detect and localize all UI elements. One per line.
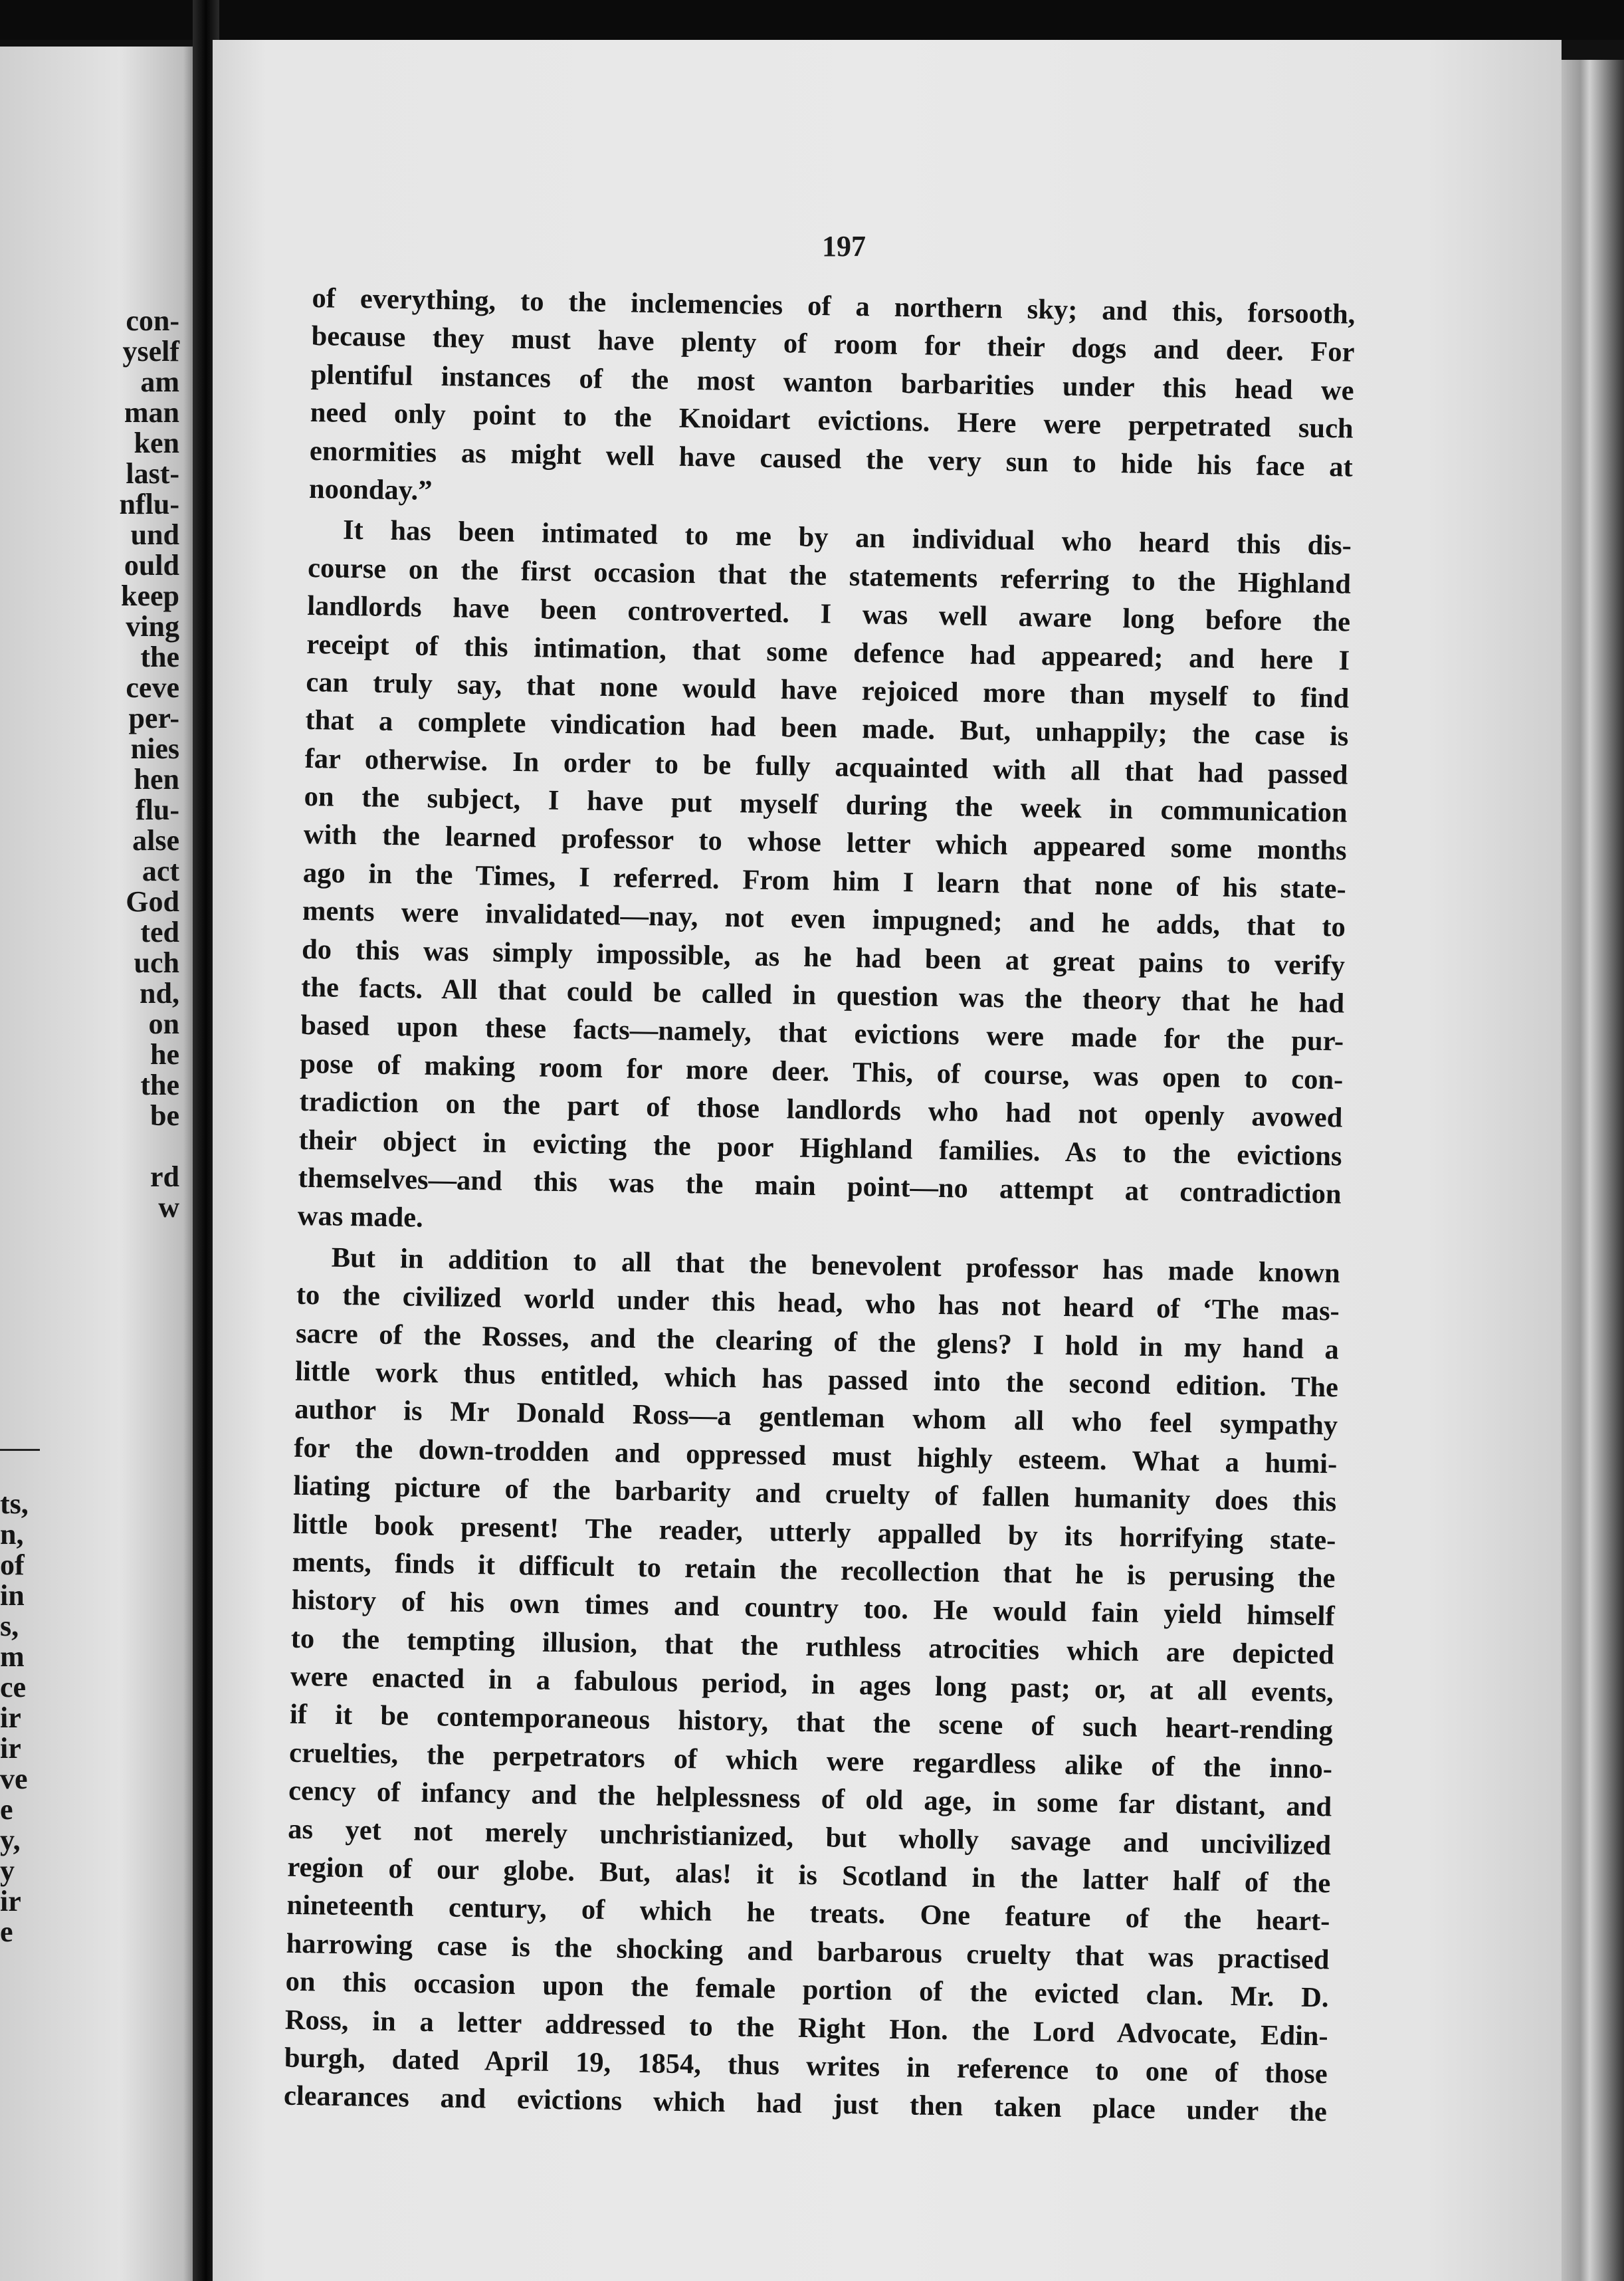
page-number: 197 [822,230,866,263]
text-line: course on the first occasion that the statements referring to the Highland [307,552,1352,600]
text-line: was made. [297,1200,424,1234]
left-page-fragment: y [0,1854,15,1887]
left-page-fragment: und [130,518,179,551]
text-line: region of our globe. But, alas! it is Scotland in the latter half of the [287,1851,1331,1900]
left-page-fragment: nd, [140,977,179,1010]
scan-background-top [0,0,1624,40]
text-line: based upon these facts—namely, that evictions were made for the pur- [300,1010,1344,1057]
left-page-fragment: flu- [136,794,179,826]
left-page-fragment: man [124,396,179,429]
text-line: ments were invalidated—nay, not even impugned; and he adds, that to [302,895,1346,943]
text-line: cency of infancy and the helplessness of old age, in some far distant, and [288,1775,1332,1823]
text-line: tradiction on the part of those landlords who had not openly avowed [299,1086,1343,1134]
text-line: if it be contemporaneous history, that the scene of such heart-rending [289,1699,1334,1747]
left-page-fragment: ceve [126,671,179,704]
text-line: because they must have plenty of room for their dogs and deer. For [311,320,1355,369]
text-line: ments, finds it difficult to retain the recollection that he is perusing the [292,1546,1336,1594]
left-page-fragment: per- [128,702,179,734]
left-page-fragment: s, [0,1610,19,1642]
left-page-fragment: on [148,1008,179,1040]
text-line: plentiful instances of the most wanton barbarities under this head we [310,358,1354,407]
text-line: nineteenth century, of which he treats. One feature of the heart- [286,1890,1330,1937]
left-page-fragment: m [0,1640,25,1673]
text-line: their object in evicting the poor Highland families. As to the evictions [298,1124,1342,1172]
left-page-fragment: in [0,1579,25,1612]
text-line: harrowing case is the shocking and barbarous cruelty that was practised [286,1927,1330,1976]
text-line: burgh, dated April 19, 1854, thus writes in reference to one of those [284,2042,1328,2090]
text-line: liating picture of the barbarity and cruelty of fallen humanity does this [293,1469,1337,1518]
left-page-fragment: nies [130,732,179,765]
left-page-fragment: uch [134,946,179,979]
text-line: enormities as might well have caused the very sun to hide his face at [309,435,1354,483]
left-page-fragment: y, [0,1824,21,1856]
text-line: history of his own times and country too. He would fain yield himself [291,1584,1335,1632]
text-line: to the tempting illusion, that the ruthless atrocities which are depicted [290,1622,1335,1671]
left-page-fragment: alse [132,824,179,857]
text-line: that a complete vindication had been made. But, unhappily; the case is [305,705,1349,752]
text-line: on this occasion upon the female portion of the evicted clan. Mr. D. [285,1965,1329,2014]
left-page-fragment: ts, [0,1487,29,1520]
left-page-fragment: last- [126,457,179,490]
text-line: need only point to the Knoidart evictions. Here were perpetrated such [310,397,1354,445]
text-line: sacre of the Rosses, and the clearing of the glens? I hold in my hand a [295,1317,1340,1366]
left-page-fragment: nflu- [119,488,179,520]
left-page-fragment: keep [121,580,179,612]
left-page-fragment: ve [0,1763,28,1795]
left-page-fragment: the [140,641,179,673]
text-line: as yet not merely unchristianized, but wholly savage and uncivilized [287,1813,1332,1861]
left-page-fragment: ir [0,1732,21,1765]
text-line: far otherwise. In order to be fully acquainted with all that had passed [304,742,1348,791]
left-page-fragment: e [0,1915,13,1948]
text-line: receipt of this intimation, that some defence had appeared; and here I [306,628,1350,677]
text-line: can truly say, that none would have rejoiced more than myself to find [306,666,1350,714]
text-line: ago in the Times, I referred. From him I learn that none of his state- [302,857,1347,905]
left-page-fragment: ce [0,1671,27,1703]
left-page-fragment: am [140,366,179,398]
text-line: little work thus entitled, which has passed into the second edition. The [294,1355,1339,1404]
text-line: noonday.” [308,473,433,506]
page-body-text [284,279,1356,2131]
text-line: themselves—and this was the main point—no attempt at contradiction [298,1162,1342,1210]
left-page-fragment: w [158,1191,179,1224]
left-page-fragment: ir [0,1701,21,1734]
left-page-fragment: he [150,1038,179,1071]
text-line: author is Mr Donald Ross—a gentleman whom all who feel sympathy [294,1394,1338,1442]
text-line: do this was simply impossible, as he had been at great pains to verify [301,933,1346,982]
page-edge-stack [1562,60,1624,2281]
text-line: clearances and evictions which had just then taken place under the [283,2080,1328,2128]
left-page-text-fragments-lower [0,1489,179,1947]
left-page-fragment: hen [134,763,179,796]
left-page-fragment: ken [134,427,179,459]
left-page-fragment: God [126,885,179,918]
text-line: for the down-trodden and oppressed must highly esteem. What a humi- [294,1432,1338,1480]
left-page-text-fragments-upper [0,306,179,1223]
left-page-fragment: ould [124,549,179,582]
left-page-fragment: be [150,1099,179,1132]
text-line: to the civilized world under this head, who has not heard of ‘The mas- [296,1279,1340,1327]
text-line: pose of making room for more deer. This, of course, was open to con- [300,1047,1344,1096]
text-line: Ross, in a letter addressed to the Right Hon. the Lord Advocate, Edin- [284,2004,1329,2052]
text-line: with the learned professor to whose letter which appeared some months [303,819,1348,867]
text-line: landlords have been controverted. I was well aware long before the [306,590,1351,638]
text-line: were enacted in a fabulous period, in ages long past; or, at all events, [290,1660,1334,1709]
text-line: of everything, to the inclemencies of a northern sky; and this, forsooth, [312,282,1356,330]
left-page-fragment: the [140,1069,179,1101]
left-page-fragment: yself [122,335,179,368]
text-line: It has been intimated to me by an individual who heard this dis- [342,514,1352,562]
text-line: cruelties, the perpetrators of which were regardless alike of the inno- [288,1737,1333,1785]
text-line: But in addition to all that the benevolent professor has made known [331,1242,1341,1289]
left-page-fragment: n, [0,1518,24,1551]
left-page-fragment: act [142,855,179,887]
left-page-fragment: con- [126,304,179,337]
left-page-fragment: of [0,1549,25,1581]
left-page-fragment: e [0,1793,13,1826]
left-page-rule [0,1449,40,1451]
left-page-fragment: rd [150,1160,179,1193]
left-page-fragment: ted [140,916,179,948]
text-line: little book present! The reader, utterly appalled by its horrifying state- [292,1508,1336,1556]
text-line: on the subject, I have put myself during the week in communication [304,780,1348,829]
left-page-fragment: ir [0,1885,21,1917]
left-page-fragment: ving [126,610,179,643]
text-line: the facts. All that could be called in question was the theory that he had [300,971,1345,1020]
left-page-fragment [0,1131,179,1162]
